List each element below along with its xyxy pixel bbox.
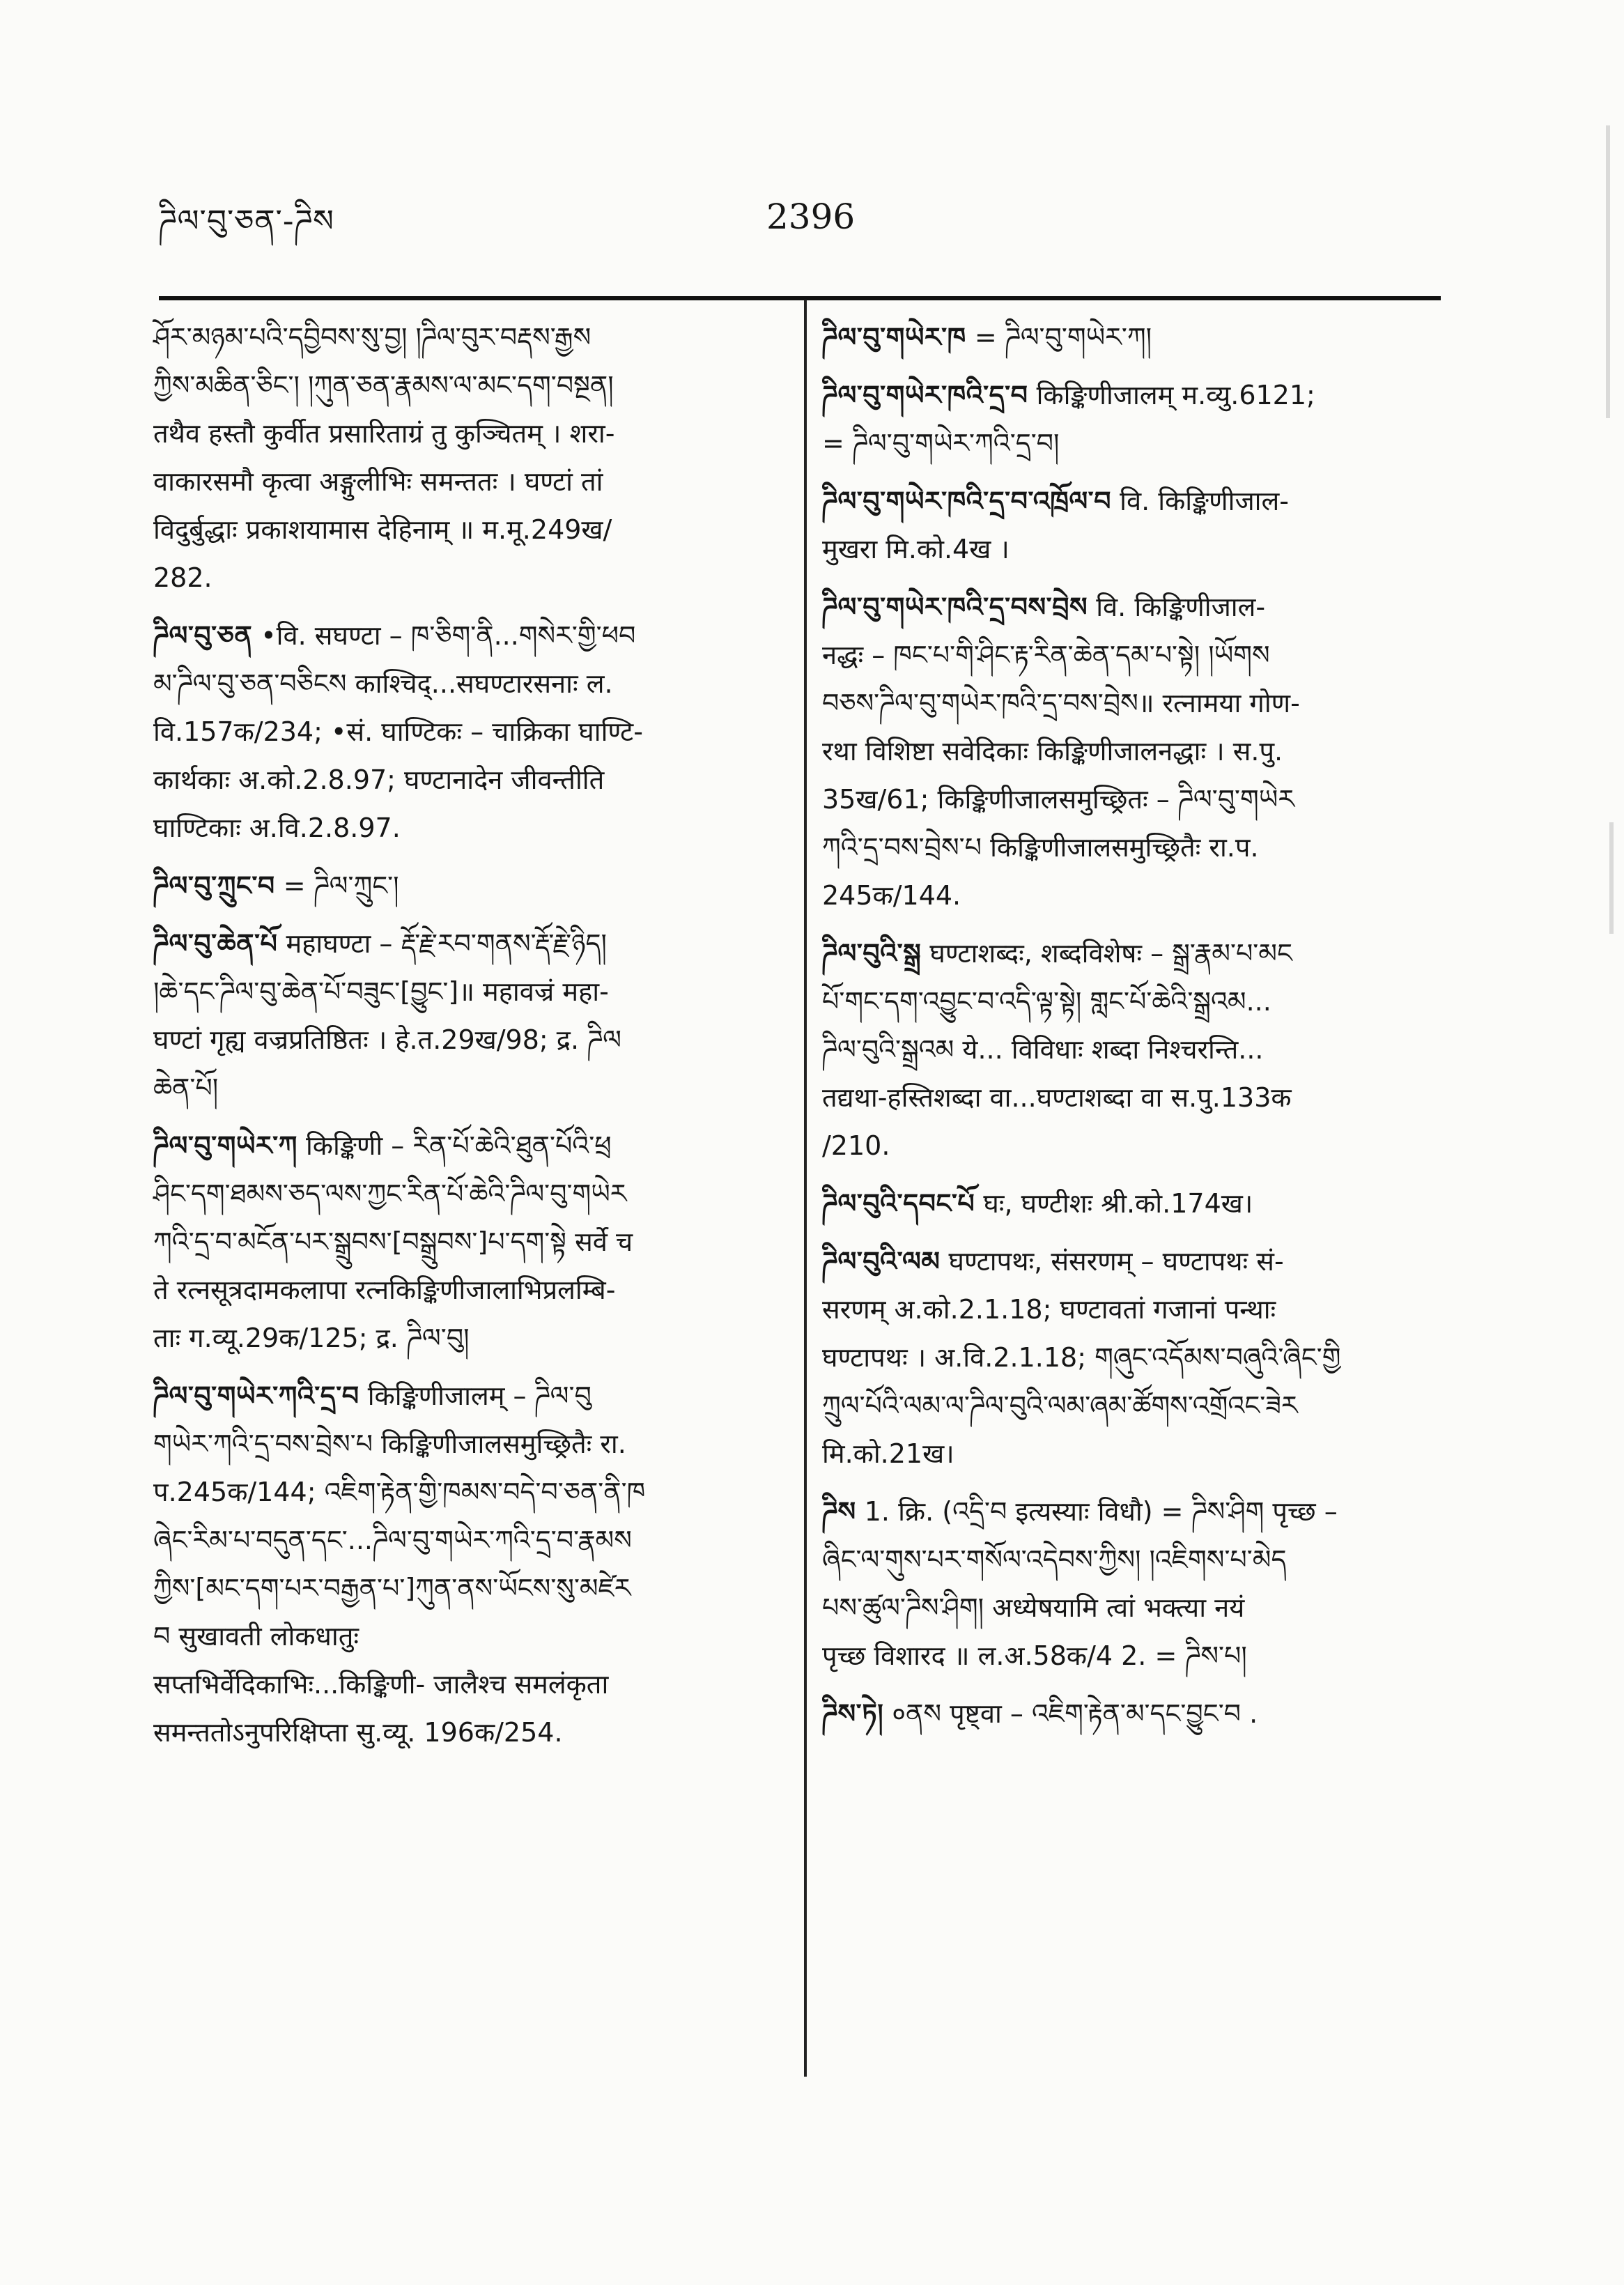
scan-edge-noise [1606, 125, 1610, 418]
scan-edge-noise [1609, 822, 1614, 934]
dictionary-entry [822, 583, 1446, 920]
entry-headword: ཌིལ་བུའི་ལམ [822, 1246, 941, 1277]
right-column [822, 314, 1446, 1748]
entry-body: ཤོར་མཉམ་པའི་དབྱིབས་སུ་བྱ། །ཌིལ་བུར་བརྡས་རྒྱས ཀྱིས་མཆིན་ཅིང་། །ཀུན་ཅན་རྣམས་ལ་མང་དག་བསྔན། तथैव हस्तौ कुर्वीत प्रसारिताग्रं तु कुञ्चितम् । शरा- वाकारसमौ कृत्वा अङ्गुलीभिः समन्ततः । घण्टां तां विदुर्बुद्धाः प्रकाशयामास देहिनाम् ॥ म.मू.249ख/ 282. [153, 322, 615, 593]
entry-body: किङ्किणीजालम् – ཌིལ་བུ གཡེར་ཀའི་དྲ་བས་བྲེས་པ किङ्किणीजालसमुच्छ्रितैः रा. प.245क/144; འཇིག་རྟེན་གྱི་ཁམས་བདེ་བ་ཅན་ནི་ཁ ཞེང་རིམ་པ་བདུན་དང་...ཌིལ་བུ་གཡེར་ཀའི་དྲ་བ་རྣམས ཀྱིས་[མང་དག་པར་བརྒྱན་པ་]ཀུན་ནས་ཡོངས་སུ་མཛེར བ सुखावती लोकधातुः सप्तभिर्वेदिकाभिः...किङ्किणी- जालैश्च समलंकृता समन्ततोऽनुपरिक्षिप्ता सु.व्यू. 196क/254. [153, 1380, 646, 1748]
entry-body: किङ्किणी – རིན་པོ་ཆེའི་ཐུན་པོའི་ཕྲ ཤིང་དག་ཐམས་ཅད་ལས་ཀྱང་རིན་པོ་ཆེའི་ཌིལ་བུ་གཡེར ཀའི་དྲ་བ་མངོན་པར་སྒྲུབས་[བསྒྲུབས་]པ་དག་སྟེ सर्वे च ते रत्नसूत्रदामकलापा रत्नकिङ्किणीजालाभिप्रलम्बि- ताः ग.व्यू.29क/125; द्र. ཌིལ་བུ། [153, 1130, 633, 1353]
dictionary-entry [822, 930, 1446, 1170]
entry-body: •वि. सघण्टा – ཁ་ཅིག་ནི...གསེར་གྱི་ཕབ མ་ཌིལ་བུ་ཅན་བཅིངས काश्चिद्...सघण्टारसनाः ल. वि.157क/234; •सं. घाण्टिकः – चाक्रिका घाण्टि- कार्थकाः अ.को.2.8.97; घण्टानादेन जीवन्तीति घाण्टिकाः अ.वि.2.8.97. [153, 620, 643, 843]
entry-body: महाघण्टा – རྡོ་རྗེ་རབ་གནས་རྡོ་རྗེ་ཉིད། །ཆེ་དང་ཌིལ་བུ་ཆེན་པོ་བཟུང་[བྱུང་]॥ महावज्रं महा- घण्टां गृह्य वज्रप्रतिष्ठितः । हे.त.29ख/98; द्र. ཌིལ ཆེན་པོ། [153, 928, 621, 1103]
dictionary-entry [153, 862, 791, 910]
entry-body: घण्टापथः, संसरणम् – घण्टापथः सं- सरणम् अ.को.2.1.18; घण्टावतां गजानां पन्थाः घण्टापथः । अ.वि.2.1.18; གཞུང་འདོམས་བཞུའི་ཞིང་གྱི ཀྲུལ་པོའི་ལམ་ལ་ཌིལ་བུའི་ལམ་ཞམ་ཚོགས་འགྲོའང་ཟེར मि.को.21ख। [822, 1246, 1341, 1469]
running-head: ཌིལ་བུ་ཅན་-ཌིས [159, 203, 334, 239]
entry-body: घः, घण्टीशः श्री.को.174ख। [983, 1188, 1253, 1219]
entry-headword: ཌིས་ཏེ། [822, 1698, 884, 1729]
page-number: 2396 [766, 197, 856, 237]
dictionary-entry [153, 314, 791, 602]
left-column [153, 314, 791, 1767]
dictionary-entry [822, 477, 1446, 574]
entry-body: = ཌིལ་བུ་གཡེར་ཀ། [974, 322, 1152, 353]
header-rule [159, 296, 1441, 300]
entry-headword: ཌིས [822, 1496, 856, 1527]
entry-body: 1. क्रि. (འདྲི་བ इत्यस्याः विधौ) = ཌིས་ཤིག पृच्छ – ཞིང་ལ་གུས་པར་གསོལ་འདེབས་ཀྱིས། །འཇིགས་པ་མེད པས་ཚུལ་ཌིས་ཤིག། अध्येषयामि त्वां भक्त्या नयं पृच्छ विशारद ॥ ल.अ.58क/4 2. = ཌིས་པ། [822, 1496, 1338, 1671]
entry-headword: ཌིལ་བུའི་དབང་པོ [822, 1188, 975, 1219]
entry-headword: ཌིལ་བུ་གཡེར་ཁའི་དྲ་བ [822, 380, 1028, 410]
entry-body: वि. किङ्किणीजाल- मुखरा मि.को.4ख । [822, 486, 1289, 564]
dictionary-entry [822, 1180, 1446, 1228]
entry-headword: ཌིལ་བུ་གཡེར་ཁའི་དྲ་བ་འཁྲོལ་བ [822, 486, 1112, 516]
entry-headword: ཌིལ་བུ་གཡེར་ཁའི་དྲ་བས་བྲེས [822, 592, 1088, 622]
entry-headword: ཌིལ་བུ་ཀྲུང་བ [153, 870, 275, 901]
entry-body: घण्टाशब्दः, शब्दविशेषः – སྒྲ་རྣམ་པ་མང པོ་གང་དག་འབྱུང་བ་འདི་ལྟ་སྟེ། གླང་པོ་ཆེའི་སྒྲའམ... ཌིལ་བུའི་སྒྲའམ ये... विविधाः शब्दा निश्चरन्ति... तद्यथा-हस्तिशब्दा वा...घण्टाशब्दा वा स.पु.133क /210. [822, 938, 1292, 1161]
entry-headword: ཌིལ་བུའི་སྒྲ [822, 938, 922, 969]
entry-headword: ཌིལ་བུ་གཡེར་ཀ [153, 1130, 297, 1161]
entry-body: = ཌིལ་ཀྲུང་། [283, 870, 399, 901]
dictionary-entry [822, 1690, 1446, 1738]
dictionary-entry [153, 1122, 791, 1362]
entry-headword: ཌིལ་བུ་ཅན [153, 620, 253, 651]
dictionary-entry [822, 1488, 1446, 1680]
entry-headword: ཌིལ་བུ་ཆེན་པོ [153, 928, 278, 959]
dictionary-entry [153, 1372, 791, 1757]
dictionary-entry [822, 1238, 1446, 1478]
column-divider [804, 300, 807, 2077]
dictionary-entry [153, 920, 791, 1112]
dictionary-entry [822, 371, 1446, 468]
entry-body: ०ནས पृष्ट्वा – འཇིག་རྟེན་མ་དང་བྱུང་བ . [892, 1698, 1258, 1729]
entry-headword: ཌིལ་བུ་གཡེར་ཁ [822, 322, 966, 353]
dictionary-entry [822, 314, 1446, 362]
dictionary-entry [153, 612, 791, 852]
entry-body: वि. किङ्किणीजाल- नद्धः – ཁང་པ་གི་ཤིང་རྟ་རིན་ཆེན་དམ་པ་སྟེ། །ཡོགས བཅས་ཌིལ་བུ་གཡེར་ཁའི་དྲ་བས་བྲེས॥ रत्नामया गोण- रथा विशिष्टा सवेदिकाः किङ्किणीजालनद्धाः । स.पु. 35ख/61; किङ्किणीजालसमुच्छ्रितः – ཌིལ་བུ་གཡེར ཀའི་དྲ་བས་བྲེས་པ किङ्किणीजालसमुच्छ्रितैः रा.प. 245क/144. [822, 592, 1300, 911]
entry-headword: ཌིལ་བུ་གཡེར་ཀའི་དྲ་བ [153, 1380, 359, 1411]
entry-body: किङ्किणीजालम् म.व्यु.6121; = ཌིལ་བུ་གཡེར་ཀའི་དྲ་བ། [822, 380, 1315, 459]
